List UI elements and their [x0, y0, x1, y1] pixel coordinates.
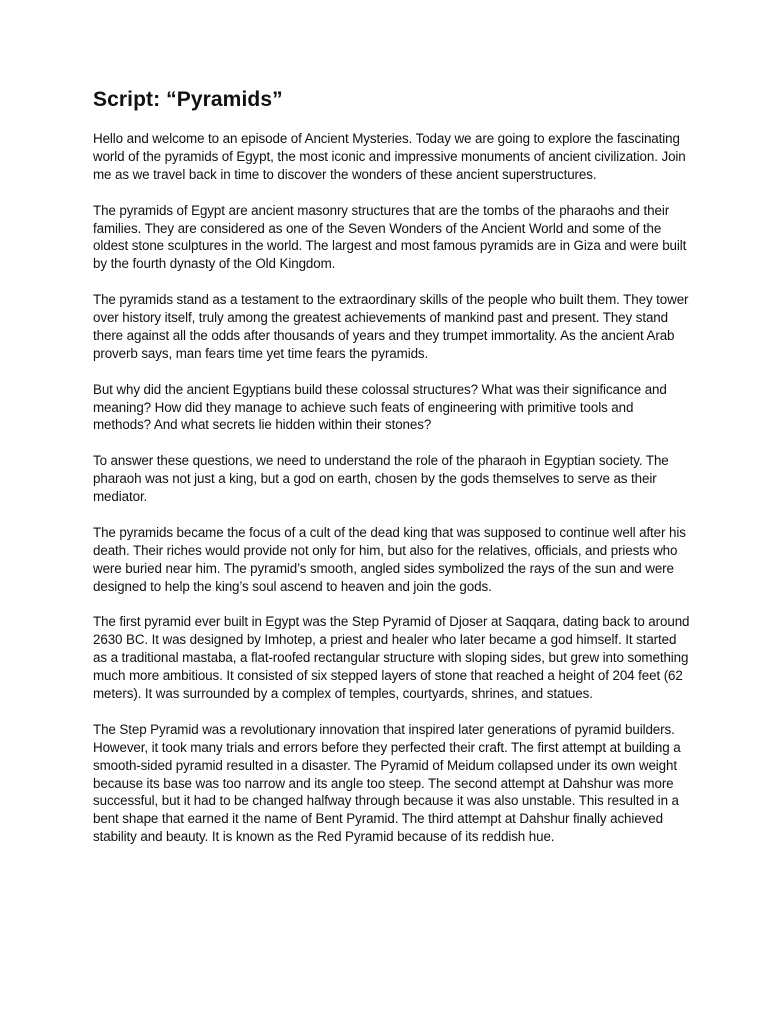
paragraph-later-pyramids: The Step Pyramid was a revolutionary innovation that inspired later generations of pyramid builders. However, it took many trials and errors before they perfected their craft. The first attempt at building a smooth-sided pyramid resulted in a disaster. The Pyramid of Meidum collapsed under its own weight because its base was too narrow and its angle too steep. The second attempt at Dahshur was more successful, but it had to be changed halfway through because it was also unstable. This resulted in a bent shape that earned it the name of Bent Pyramid. The third attempt at Dahshur finally achieved stability and beauty. It is known as the Red Pyramid because of its reddish hue.: [93, 721, 681, 845]
document-title: Script: “Pyramids”: [93, 88, 283, 111]
paragraph-questions: But why did the ancient Egyptians build these colossal structures? What was their significance and meaning? How did they manage to achieve such feats of engineering with primitive tools and methods? And what secrets lie hidden within their stones?: [93, 381, 667, 433]
paragraph-definition: The pyramids of Egypt are ancient masonry structures that are the tombs of the pharaohs and their families. They are considered as one of the Seven Wonders of the Ancient World and some of the oldest stone sculptures in the world. The largest and most famous pyramids are in Giza and were built by the fourth dynasty of the Old Kingdom.: [93, 202, 687, 272]
paragraph-testament: The pyramids stand as a testament to the extraordinary skills of the people who built them. They tower over history itself, truly among the greatest achievements of mankind past and present. They stand there against all the odds after thousands of years and they trumpet immortality. As the ancient Arab proverb says, man fears time yet time fears the pyramids.: [93, 292, 689, 361]
paragraph-step-pyramid: The first pyramid ever built in Egypt was the Step Pyramid of Djoser at Saqqara, dating back to around 2630 BC. It was designed by Imhotep, a priest and healer who later became a god himself. It started as a traditional mastaba, a flat-roofed rectangular structure with sloping sides, but grew into something much more ambitious. It consisted of six stepped layers of stone that reached a height of 204 feet (62 meters). It was surrounded by a complex of temples, courtyards, shrines, and statues.: [93, 614, 690, 701]
paragraph-pharaoh-role: To answer these questions, we need to understand the role of the pharaoh in Egyptian society. The pharaoh was not just a king, but a god on earth, chosen by the gods themselves to serve as their mediator.: [93, 453, 669, 505]
paragraph-cult: The pyramids became the focus of a cult of the dead king that was supposed to continue well after his death. Their riches would provide not only for him, but also for the relatives, officials, and priests who were buried near him. The pyramid’s smooth, angled sides symbolized the rays of the sun and were designed to help the king’s soul ascend to heaven and join the gods.: [93, 524, 686, 594]
paragraph-intro: Hello and welcome to an episode of Ancient Mysteries. Today we are going to explore the fascinating world of the pyramids of Egypt, the most iconic and impressive monuments of ancient civilization. Join me as we travel back in time to discover the wonders of these ancient superstructures.: [93, 131, 686, 182]
